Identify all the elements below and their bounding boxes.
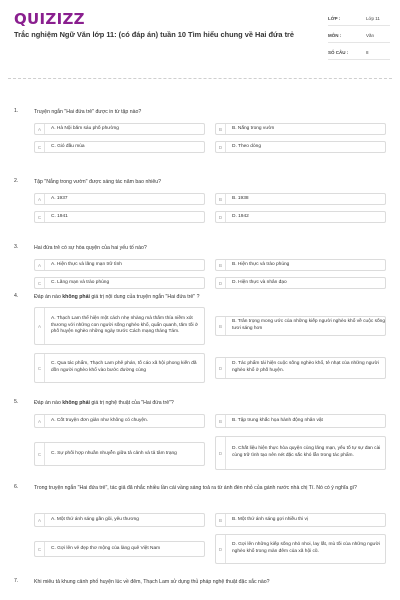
quiz-title: Trắc nghiệm Ngữ Văn lớp 11: (có đáp án) tuần 10 Tìm hiểu chung về Hai đứa trẻ	[14, 30, 295, 39]
question-text-post: giá trị nghệ thuật của "Hai đứa trẻ"?	[89, 400, 174, 406]
option-text: B. Nắng trong vườn	[232, 125, 275, 131]
option-text: A. Một thứ ánh sáng gần gũi, yêu thương	[51, 516, 139, 522]
option-5d[interactable]	[215, 436, 386, 470]
option-2a[interactable]	[34, 193, 205, 205]
question-4	[14, 293, 394, 303]
option-letter: C	[35, 443, 45, 465]
question-text-pre: Đáp án nào	[34, 400, 63, 406]
header-divider	[8, 78, 392, 79]
question-text-emphasis: không phải	[62, 294, 90, 300]
option-6c[interactable]	[34, 541, 205, 557]
option-text: C. Gió đầu mùa	[51, 143, 85, 149]
option-text: B. Một thứ ánh sáng gợi nhiều thi vị	[232, 516, 308, 522]
question-6	[14, 484, 394, 502]
option-letter: C	[35, 542, 45, 556]
question-number: 3.	[14, 244, 19, 250]
meta-class	[328, 12, 390, 26]
question-text	[34, 293, 384, 301]
option-2c[interactable]	[34, 211, 205, 223]
option-4a[interactable]	[34, 307, 205, 345]
option-1b[interactable]	[215, 123, 386, 135]
option-letter: B	[216, 317, 226, 335]
option-text: A. Hiện thực và lãng mạn trữ tình	[51, 261, 122, 267]
option-letter: A	[35, 308, 45, 344]
option-4d[interactable]	[215, 357, 386, 379]
question-number: 5.	[14, 399, 19, 405]
option-text: C. Lãng mạn và trào phúng	[51, 279, 110, 285]
option-text: A. Thạch Lam thể hiện một cách nhẹ nhàng mà thấm thía niềm xót thương với những con người sống nghèo khổ, quẩn quanh, tăm tối ở phố huyện nghèo những ngày trước Cách mạng tháng Tám.	[51, 315, 199, 335]
option-letter: D	[216, 535, 226, 563]
option-letter: D	[216, 142, 226, 152]
option-text: C. Gợi lên vẻ đẹp thơ mộng của làng quê Việt Nam	[51, 545, 161, 551]
meta-value: Văn	[366, 33, 375, 38]
question-text: Tập "Nắng trong vườn" được sáng tác năm bao nhiêu?	[34, 179, 162, 185]
option-letter: A	[35, 514, 45, 526]
option-text: B. Trân trọng mong ước của những kiếp người nghèo khổ về cuộc sống tươi sáng hơn	[232, 319, 385, 331]
option-3a[interactable]	[34, 259, 205, 271]
question-number: 1.	[14, 108, 19, 114]
option-text: D. 1942	[232, 213, 249, 219]
option-letter: A	[35, 415, 45, 427]
question-number: 6.	[14, 484, 19, 490]
quizizz-logo: QUIZIZZ	[14, 10, 85, 28]
question-text: Khi miêu tả khung cảnh phố huyện lúc về đêm, Thạch Lam sử dụng thủ pháp nghệ thuật đặc sắc nào?	[34, 579, 270, 585]
question-text: Trong truyện ngắn "Hai đứa trẻ", tác giả đã nhắc nhiều lần cái vầng sáng toả ra từ ánh đèn nhỏ của gánh nước nhà chị Tí. Nó có ý nghĩa gì?	[34, 485, 357, 491]
option-text: D. Gợi lên những kiếp sống nhỏ nhoi, lay lắt, mù tối của những người nghèo khổ trong màn đêm của xã hội cũ.	[232, 542, 380, 554]
question-text	[34, 399, 384, 407]
question-number: 7.	[14, 578, 19, 584]
option-letter: D	[216, 358, 226, 378]
option-2b[interactable]	[215, 193, 386, 205]
option-text: B. Tập trung khắc họa hành động nhân vật	[232, 417, 323, 423]
option-1a[interactable]	[34, 123, 205, 135]
option-letter: A	[35, 194, 45, 204]
meta-label: SỐ CÂU :	[328, 50, 349, 55]
option-text: A. Hà Nội băm sáu phố phường	[51, 125, 119, 131]
worksheet-header	[0, 0, 400, 68]
option-letter: B	[216, 514, 226, 526]
option-text: D. Theo dòng	[232, 143, 261, 149]
question-text-emphasis: không phải	[62, 400, 90, 406]
option-3c[interactable]	[34, 277, 205, 289]
option-text: B. 1938	[232, 195, 249, 201]
option-5b[interactable]	[215, 414, 386, 428]
question-text-pre: Đáp án nào	[34, 294, 63, 300]
option-5a[interactable]	[34, 414, 205, 428]
option-text: B. Hiện thực và trào phúng	[232, 261, 290, 267]
option-letter: D	[216, 437, 226, 469]
meta-question-count	[328, 46, 390, 60]
option-4c[interactable]	[34, 353, 205, 383]
question-number: 4.	[14, 293, 19, 299]
meta-panel	[328, 12, 390, 63]
meta-label: LỚP :	[328, 16, 341, 21]
option-4b[interactable]	[215, 316, 386, 336]
question-7	[14, 578, 394, 588]
option-letter: C	[35, 212, 45, 222]
option-text: C. Sự phối hợp nhuần nhuyễn giữa tả cảnh và tả tâm trạng	[51, 450, 177, 456]
option-text: D. Hiện thực và nhân đạo	[232, 279, 287, 285]
option-letter: B	[216, 124, 226, 134]
option-1d[interactable]	[215, 141, 386, 153]
option-text: C. 1941	[51, 213, 68, 219]
option-6a[interactable]	[34, 513, 205, 527]
question-5	[14, 399, 394, 409]
option-letter: B	[216, 415, 226, 427]
option-letter: A	[35, 260, 45, 270]
question-2	[14, 178, 394, 188]
option-text: A. 1937	[51, 195, 68, 201]
option-6b[interactable]	[215, 513, 386, 527]
meta-label: MÔN :	[328, 33, 342, 38]
option-letter: D	[216, 278, 226, 288]
option-text: A. Cốt truyện đơn giản như không có chuyện.	[51, 417, 149, 423]
question-text: Hai đứa trẻ có sự hòa quyện của hai yếu tố nào?	[34, 245, 147, 251]
option-text: D. Chất liệu hiện thực hòa quyện cùng lãng mạn, yếu tố tự sự đan cài cùng trữ tình tạo nên nét đặc sắc khó lẫn trong tác phẩm.	[232, 446, 381, 458]
option-text: D. Tác phẩm tái hiện cuộc sống nghèo khổ, tẻ nhạt của những người nghèo khổ ở phố huyện.	[232, 361, 379, 373]
meta-value: Lớp 11	[366, 16, 380, 21]
option-3d[interactable]	[215, 277, 386, 289]
option-6d[interactable]	[215, 534, 386, 564]
option-3b[interactable]	[215, 259, 386, 271]
question-text-post: giá trị nội dung của truyện ngắn "Hai đứa trẻ" ?	[89, 294, 200, 300]
question-text: Truyện ngắn "Hai đứa trẻ" được in từ tập nào?	[34, 109, 142, 115]
question-number: 2.	[14, 178, 19, 184]
option-text: C. Qua tác phẩm, Thạch Lam phê phán, tố cáo xã hội phong kiến đã dồn người nghèo khổ vào bước đường cùng	[51, 361, 197, 373]
option-letter: B	[216, 260, 226, 270]
option-letter: C	[35, 354, 45, 382]
question-3	[14, 244, 394, 254]
option-letter: C	[35, 142, 45, 152]
option-letter: C	[35, 278, 45, 288]
meta-subject	[328, 29, 390, 43]
option-letter: D	[216, 212, 226, 222]
option-2d[interactable]	[215, 211, 386, 223]
option-letter: B	[216, 194, 226, 204]
option-letter: A	[35, 124, 45, 134]
meta-value: 8	[366, 50, 369, 55]
option-5c[interactable]	[34, 442, 205, 466]
option-1c[interactable]	[34, 141, 205, 153]
